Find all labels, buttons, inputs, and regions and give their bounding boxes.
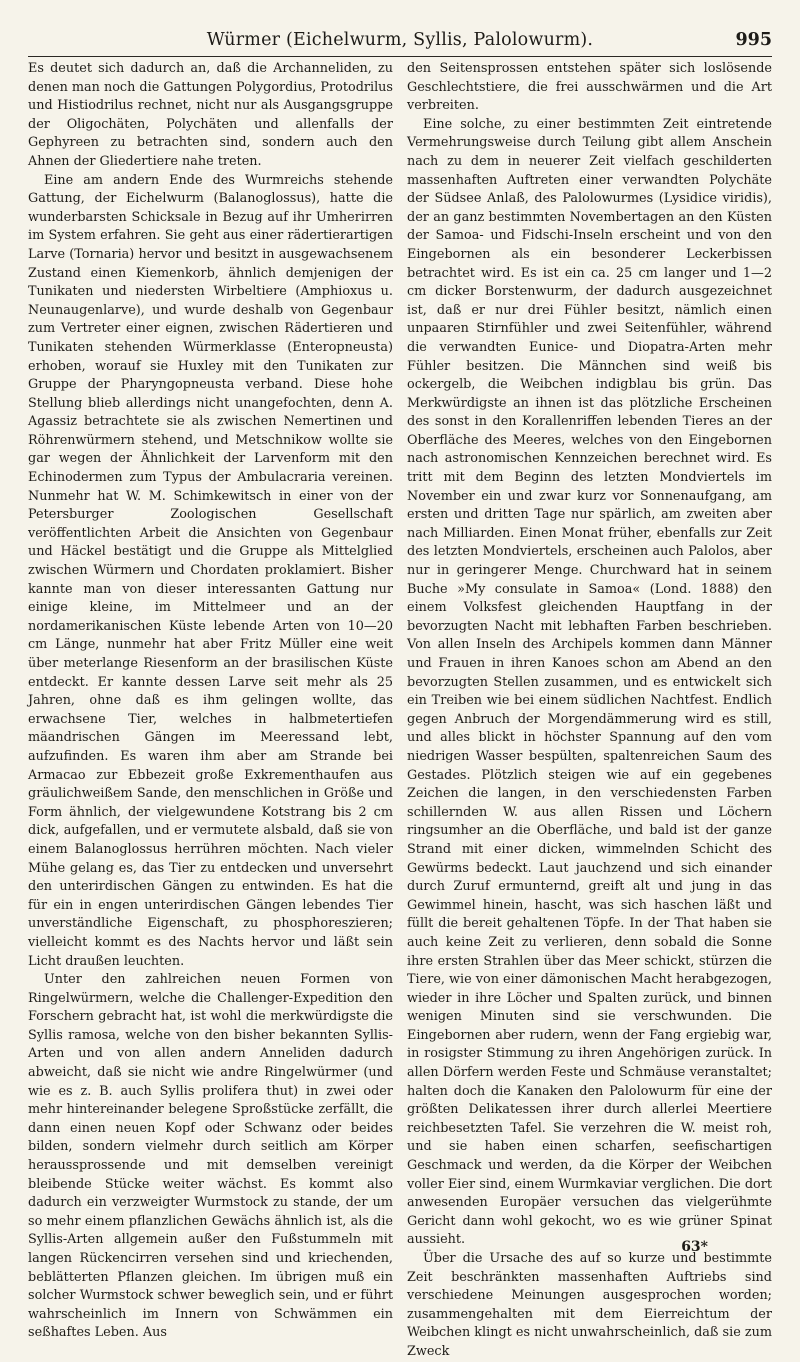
paragraph: Es deutet sich dadurch an, daß die Archanneliden, zu denen man noch die Gattungen Polygordius, Protodrilus und Histiodrilus rechnet, nicht nur als Ausgangsgruppe der Oligochäten, Polychäten und allenfalls der Gephyreen zu betrachten sind, sondern auch den Ahnen der Gliedertiere nahe treten.	[28, 61, 393, 169]
paragraph: Unter den zahlreichen neuen Formen von Ringelwürmern, welche die Challenger-Expedition den Forschern gebracht hat, ist wohl die merkwürdigste die Syllis ramosa, welche von den bisher bekannten Syllis-Arten und von allen andern Anneliden dadurch abweicht, daß sie nicht wie andre Ringelwürmer (und wie es z. B. auch Syllis prolifera thut) in zwei oder mehr hintereinander belegene Sproßstücke zerfällt, die dann einen neuen Kopf oder Schwanz oder beides bilden, sondern vielmehr durch seitlich am Körper heraussprossende und mit demselben vereinigt bleibende Stücke weiter wächst. Es kommt also dadurch ein verzweigter Wurmstock zu stande, der um so mehr einem pflanzlichen Gewächs ähnlich ist, als die Syllis-Arten allgemein außer den Fußstummeln mit langen Rückencirren versehen sind und kriechenden, beblätterten Pflanzen gleichen. Im übrigen muß ein solcher Wurmstock schwer beweglich sein, und er führt wahrscheinlich im Innern von Schwämmen ein seßhaftes Leben. Aus	[28, 972, 393, 1341]
page-header	[28, 28, 772, 57]
left-column	[28, 60, 393, 1341]
sheet-signature: 63*	[681, 1239, 708, 1255]
paragraph: Eine solche, zu einer bestimmten Zeit eintretende Vermehrungsweise durch Teilung gibt allem Anschein nach zu dem in neuerer Zeit vielfach geschilderten massenhaften Auftreten einer verwandten Polychäte der Südsee Anlaß, des Palolowurmes (Lysidice viridis), der an ganz bestimmten Novembertagen an den Küsten der Samoa- und Fidschi-Inseln erscheint und von den Eingebornen als ein besonderer Leckerbissen betrachtet wird. Es ist ein ca. 25 cm langer und 1—2 cm dicker Borstenwurm, der dadurch ausgezeichnet ist, daß er nur drei Fühler besitzt, nämlich einen unpaaren Stirnfühler und zwei Seitenfühler, während die verwandten Eunice- und Diopatra-Arten mehr Fühler besitzen. Die Männchen sind weiß bis ockergelb, die Weibchen indigblau bis grün. Das Merkwürdigste an ihnen ist das plötzliche Erscheinen des sonst in den Korallenriffen lebenden Tieres an der Oberfläche des Meeres, welches von den Eingebornen nach astronomischen Kennzeichen berechnet wird. Es tritt mit dem Beginn des letzten Mondviertels im November ein und zwar kurz vor Sonnenaufgang, am ersten und dritten Tage nur spärlich, am zweiten aber nach Milliarden. Einen Monat früher, ebenfalls zur Zeit des letzten Mondviertels, erscheinen auch Palolos, aber nur in geringerer Menge. Churchward hat in seinem Buche »My consulate in Samoa« (Lond. 1888) den einem Volksfest gleichenden Hauptfang in der bevorzugten Nacht mit lebhaften Farben beschrieben. Von allen Inseln des Archipels kommen dann Männer und Frauen in ihren Kanoes schon am Abend an den bevorzugten Stellen zusammen, und es entwickelt sich ein Treiben wie bei einem südlichen Nachtfest. Endlich gegen Anbruch der Morgendämmerung wird es still, und alles blickt in höchster Spannung auf den vom niedrigen Wasser bespülten, spaltenreichen Saum des Gestades. Plötzlich steigen wie auf ein gegebenes Zeichen die langen, in den verschiedensten Farben schillernden W. aus allen Rissen und Löchern ringsumher an die Oberfläche, und bald ist der ganze Strand mit einer dicken, wimmelnden Schicht des Gewürms bedeckt. Laut jauchzend und sich einander durch Zuruf ermunternd, greift alt und jung in das Gewimmel hinein, hascht, was sich haschen läßt und füllt die bereit gehaltenen Töpfe. In der That haben sie auch keine Zeit zu verlieren, denn sobald die Sonne ihre ersten Strahlen über das Meer schickt, stürzen die Tiere, wie von einer dämonischen Macht herabgezogen, wieder in ihre Löcher und Spalten zurück, und binnen wenigen Minuten sind sie verschwunden. Die Eingebornen aber rudern, wenn der Fang ergiebig war, in rosigster Stimmung zu ihren Angehörigen zurück. In allen Dörfern werden Feste und Schmäuse veranstaltet; halten doch die Kanaken den Palolowurm für eine der größten Delikatessen ihrer durch allerlei Meertiere reichbesetzten Tafel. Sie verzehren die W. meist roh, und sie haben einen scharfen, seefischartigen Geschmack und werden, da die Körper der Weibchen voller Eier sind, einem Wurmkaviar verglichen. Die dort anwesenden Europäer versuchen das vielgerühmte Gericht dann wohl gekocht, wo es wie grüner Spinat aussieht.	[407, 116, 772, 1248]
page-number: 995	[735, 30, 772, 50]
running-title: Würmer (Eichelwurm, Syllis, Palolowurm).	[206, 30, 594, 50]
paragraph: den Seitensprossen entstehen später sich loslösende Geschlechtstiere, die frei ausschwärmen und die Art verbreiten.	[407, 61, 772, 114]
paragraph: Über die Ursache des auf so kurze und bestimmte Zeit beschränkten massenhaften Auftriebs sind verschiedene Meinungen ausgesprochen worden; zusammengehalten mit dem Eierreichtum der Weibchen klingt es nicht unwahrscheinlich, daß sie zum Zweck	[407, 1251, 772, 1359]
paragraph: Eine am andern Ende des Wurmreichs stehende Gattung, der Eichelwurm (Balanoglossus), hatte die wunderbarsten Schicksale in Bezug auf ihr Umherirren im System erfahren. Sie geht aus einer rädertierartigen Larve (Tornaria) hervor und besitzt in ausgewachsenem Zustand einen Kiemenkorb, ähnlich demjenigen der Tunikaten und niedersten Wirbeltiere (Amphioxus u. Neunaugenlarve), und wurde deshalb von Gegenbaur zum Vertreter einer eignen, zwischen Rädertieren und Tunikaten stehenden Würmerklasse (Enteropneusta) erhoben, worauf sie Huxley mit den Tunikaten zur Gruppe der Pharyngopneusta verband. Diese hohe Stellung blieb allerdings nicht unangefochten, denn A. Agassiz betrachtete sie als zwischen Nemertinen und Röhrenwürmern stehend, und Metschnikow wollte sie gar wegen der Ähnlichkeit der Larvenform mit den Echinodermen zum Typus der Ambulacraria vereinen. Nunmehr hat W. M. Schimkewitsch in einer von der Petersburger Zoologischen Gesellschaft veröffentlichten Arbeit die Ansichten von Gegenbaur und Häckel bestätigt und die Gruppe als Mittelglied zwischen Würmern und Chordaten proklamiert. Bisher kannte man von dieser interessanten Gattung nur einige kleine, im Mittelmeer und an der nordamerikanischen Küste lebende Arten von 10—20 cm Länge, nunmehr hat aber Fritz Müller eine weit über meterlange Riesenform an der brasilischen Küste entdeckt. Er kannte dessen Larve seit mehr als 25 Jahren, ohne daß es ihm gelingen wollte, das erwachsene Tier, welches in halbmetertiefen mäandrischen Gängen im Meeressand lebt, aufzufinden. Es waren ihm aber am Strande bei Armacao zur Ebbezeit große Exkrementhaufen aus gräulichweißem Sande, den menschlichen in Größe und Form ähnlich, der vielgewundene Kotstrang bis 2 cm dick, aufgefallen, und er vermutete alsbald, daß sie von einem Balanoglossus herrühren möchten. Nach vieler Mühe gelang es, das Tier zu entdecken und unversehrt den unterirdischen Gängen zu entwinden. Es hat die für ein in engen unterirdischen Gängen lebendes Tier unverständliche Eigenschaft, zu phosphoreszieren; vielleicht kommt es des Nachts hervor und läßt sein Licht draußen leuchten.	[28, 172, 393, 969]
